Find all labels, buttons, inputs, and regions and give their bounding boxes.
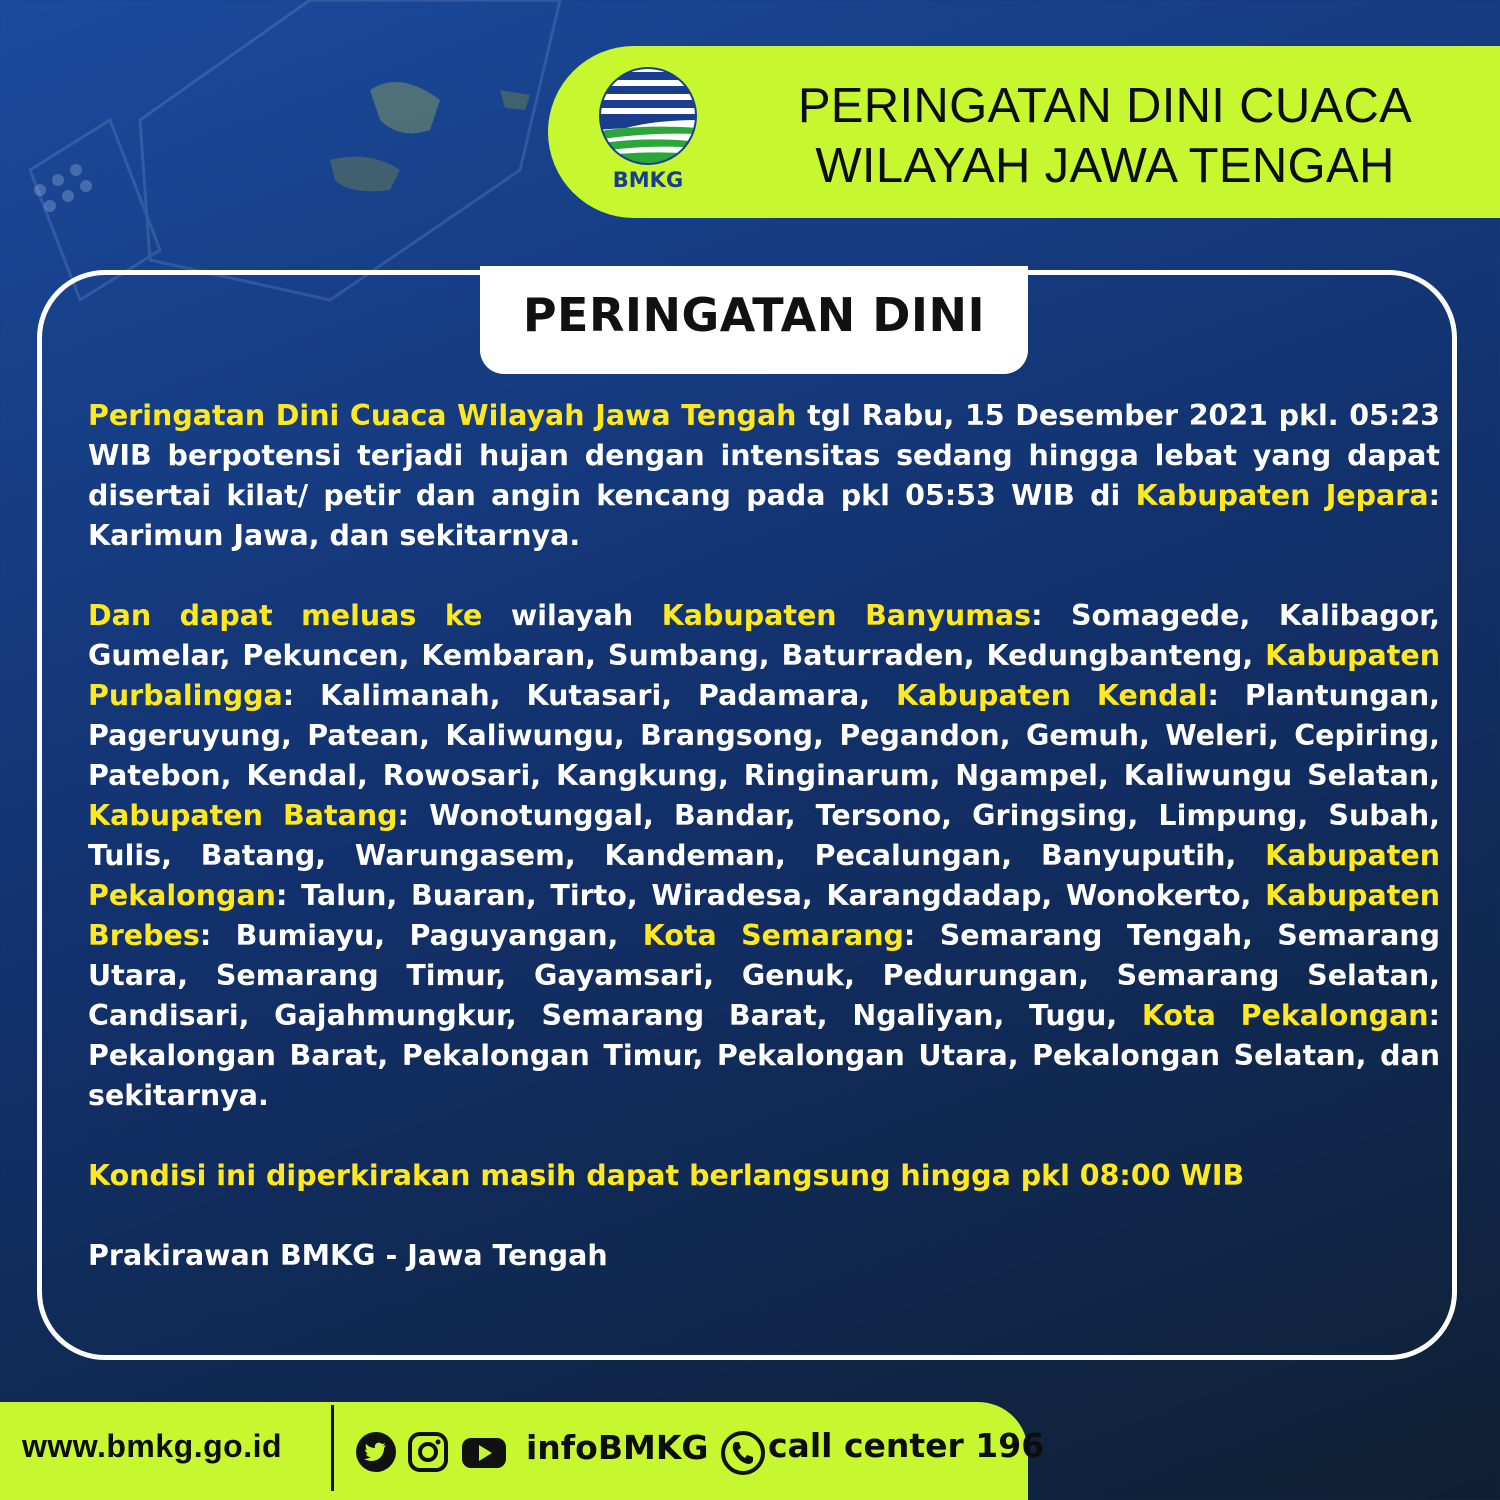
twitter-icon[interactable] [354, 1430, 398, 1474]
body-text: wilayah [482, 599, 662, 632]
body-text: : Pekalongan Barat, Pekalongan Timur, Pekalongan Utara, Pekalongan Selatan, dan sekitarnya. [88, 999, 1440, 1112]
highlight-text: Kota Pekalongan [1141, 999, 1429, 1032]
instagram-icon[interactable] [406, 1430, 450, 1474]
highlight-text: Kota Semarang [642, 919, 904, 952]
highlight-text: Kabupaten Jepara [1135, 479, 1429, 512]
body-text: : Karimun Jawa, dan sekitarnya. [88, 479, 1440, 552]
panel-title: PERINGATAN DINI [522, 288, 986, 342]
duration-notice: Kondisi ini diperkirakan masih dapat berlangsung hingga pkl 08:00 WIB [88, 1159, 1245, 1192]
call-center[interactable]: call center 196 [768, 1426, 1045, 1465]
body-text: tgl Rabu, 15 Desember 2021 pkl. 05:23 WIB berpotensi terjadi hujan dengan intensitas sedang hingga lebat yang dapat disertai kilat/ petir dan angin kencang pada pkl 05:53 WIB di [88, 399, 1440, 512]
highlight-text: Dan dapat meluas ke [88, 599, 483, 632]
warning-content [88, 396, 1440, 1316]
highlight-text: Peringatan Dini Cuaca Wilayah Jawa Tengah [88, 399, 797, 432]
signature: Prakirawan BMKG - Jawa Tengah [88, 1239, 608, 1272]
social-handle[interactable]: infoBMKG [526, 1428, 709, 1467]
highlight-text: Kabupaten Purbalingga [88, 639, 1440, 712]
body-text: : Wonotunggal, Bandar, Tersono, Gringsing, Limpung, Subah, Tulis, Batang, Warungasem, Kandeman, Pecalungan, Banyuputih, [88, 799, 1440, 872]
body-text: : Plantungan, Pageruyung, Patean, Kaliwungu, Brangsong, Pegandon, Gemuh, Weleri, Cepiring, Patebon, Kendal, Rowosari, Kangkung, Ringinarum, Ngampel, Kaliwungu Selatan, [88, 679, 1440, 792]
body-text: : Talun, Buaran, Tirto, Wiradesa, Karangdadap, Wonokerto, [275, 879, 1266, 912]
title-line-2: WILAYAH JAWA TENGAH [815, 139, 1395, 193]
page-title [760, 76, 1450, 196]
body-text: : Somagede, Kalibagor, Gumelar, Pekuncen, Kembaran, Sumbang, Baturraden, Kedungbanteng, [88, 599, 1440, 672]
highlight-text: Kabupaten Banyumas [661, 599, 1032, 632]
footer-divider [331, 1405, 334, 1491]
warning-paragraph-1 [88, 396, 1440, 556]
website-link[interactable]: www.bmkg.go.id [22, 1428, 283, 1464]
highlight-text: Kabupaten Brebes [88, 879, 1440, 952]
highlight-text: Kabupaten Batang [88, 799, 398, 832]
title-line-1: PERINGATAN DINI CUACA [797, 79, 1413, 133]
phone-icon [720, 1430, 766, 1476]
highlight-text: Kabupaten Pekalongan [88, 839, 1440, 912]
highlight-text: Kabupaten Kendal [896, 679, 1208, 712]
warning-paragraph-2 [88, 596, 1440, 1116]
youtube-icon[interactable] [460, 1430, 508, 1474]
body-text: : Bumiayu, Paguyangan, [199, 919, 643, 952]
logo-text: BMKG [612, 168, 684, 192]
body-text: : Kalimanah, Kutasari, Padamara, [282, 679, 897, 712]
body-text: : Semarang Tengah, Semarang Utara, Semarang Timur, Gayamsari, Genuk, Pedurungan, Semarang Selatan, Candisari, Gajahmungkur, Semarang Barat, Ngaliyan, Tugu, [88, 919, 1440, 1032]
